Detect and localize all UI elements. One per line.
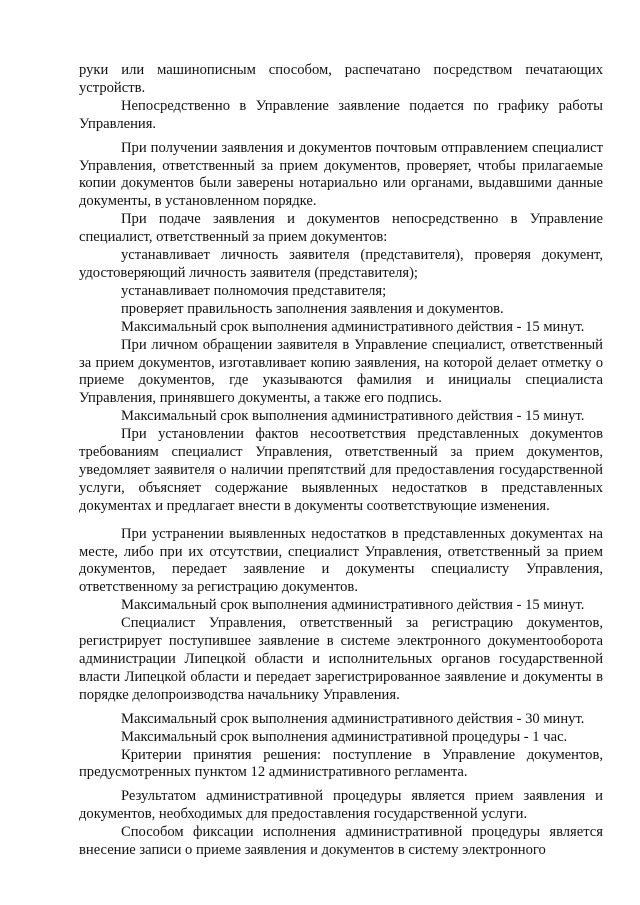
paragraph: Максимальный срок выполнения административного действия - 15 минут.: [121, 597, 585, 614]
paragraph: При установлении фактов несоответствия представленных документов требованиям специалист Управления, ответственный за прием документов, уведомляет заявителя о наличии препятствий для предоставления государственной услуги, объясняет содержание выявленных недостатков в представленных документах и предлагает внести в документы соответствующие изменения.: [79, 426, 603, 514]
paragraph: Критерии принятия решения: поступление в Управление документов, предусмотренных пунктом 12 административного регламента.: [79, 746, 603, 781]
paragraph: устанавливает личность заявителя (представителя), проверяя документ, удостоверяющий личность заявителя (представителя);: [79, 247, 603, 281]
paragraph: Максимальный срок выполнения административной процедуры - 1 час.: [121, 728, 568, 745]
paragraph: Результатом административной процедуры является прием заявления и документов, необходимых для предоставления государственной услуги.: [79, 788, 603, 823]
paragraph: устанавливает полномочия представителя;: [121, 282, 387, 299]
paragraph: При личном обращении заявителя в Управление специалист, ответственный за прием документов, изготавливает копию заявления, на которой делает отметку о приеме документов, где указываются фамилия и инициалы специалиста Управления, принявшего документы, а также его подпись.: [79, 336, 603, 407]
paragraph: Максимальный срок выполнения административного действия - 15 минут.: [121, 318, 585, 335]
paragraph: При получении заявления и документов почтовым отправлением специалист Управления, ответственный за прием документов, проверяет, чтобы прилагаемые копии документов были заверены нотариально или органами, выдавшими данные документы, в установленном порядке.: [79, 139, 603, 210]
paragraph: Специалист Управления, ответственный за регистрацию документов, регистрирует поступившее заявление в системе электронного документооборота администрации Липецкой области и исполнительных органов государственной власти Липецкой области и передает зарегистрированное заявление и документы в порядке делопроизводства начальнику Управления.: [79, 615, 603, 703]
paragraph: Способом фиксации исполнения административной процедуры является внесение записи о приеме заявления и документов в систему электронного: [79, 824, 603, 859]
paragraph: При устранении выявленных недостатков в представленных документах на месте, либо при их отсутствии, специалист Управления, ответственный за прием документов, передает заявление и документы специалисту Управления, ответственному за регистрацию документов.: [79, 525, 603, 596]
paragraph: Непосредственно в Управление заявление подается по графику работы Управления.: [79, 97, 603, 132]
document-page: [79, 62, 603, 860]
paragraph: Максимальный срок выполнения административного действия - 30 минут.: [121, 710, 585, 727]
paragraph: проверяет правильность заполнения заявления и документов.: [121, 300, 504, 317]
paragraph: Максимальный срок выполнения административного действия - 15 минут.: [121, 408, 585, 425]
paragraph: При подаче заявления и документов непосредственно в Управление специалист, ответственный за прием документов:: [79, 211, 603, 246]
paragraph: руки или машинописным способом, распечатано посредством печатающих устройств.: [79, 62, 603, 96]
